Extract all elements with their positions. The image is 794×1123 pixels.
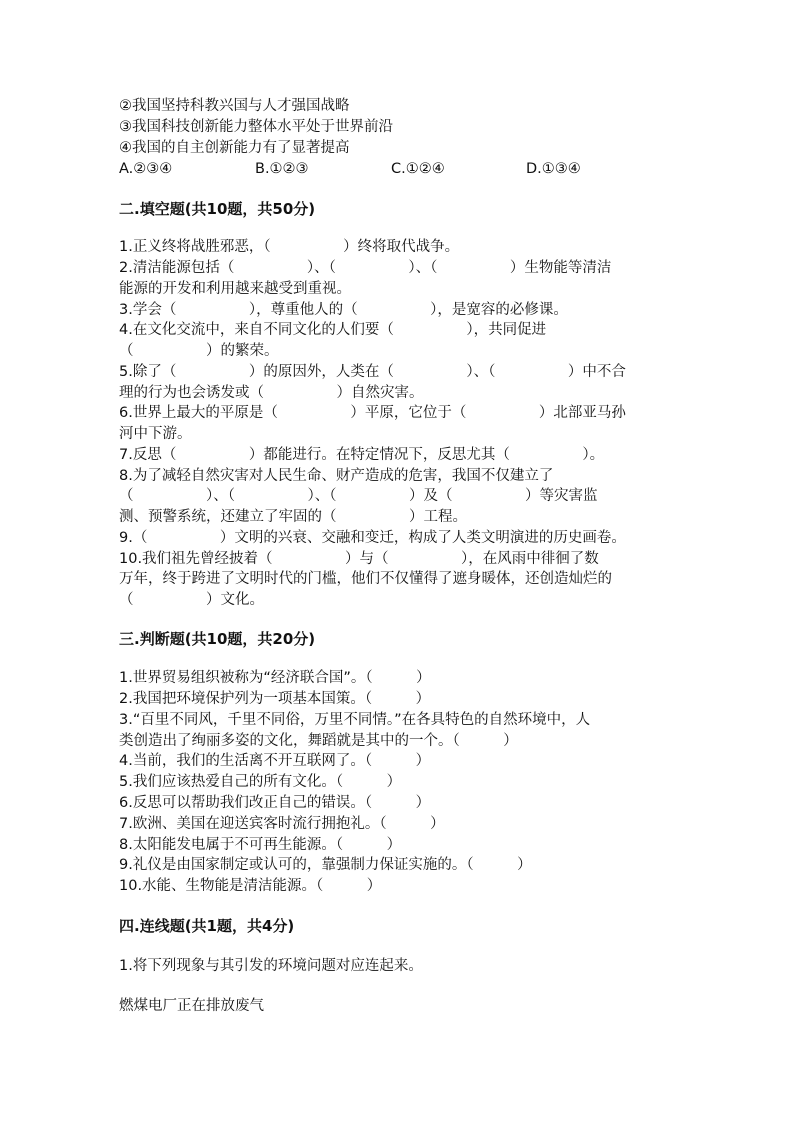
matching-question: 1.将下列现象与其引发的环境问题对应连起来。 [119, 958, 423, 974]
judgement-line: 7.欧洲、美国在迎送宾客时流行拥抱礼。（ ） [119, 816, 445, 832]
judgement-line: 2.我国把环境保护列为一项基本国策。（ ） [119, 691, 431, 707]
fill-blank-line: （ ）文化。 [119, 592, 264, 608]
section-heading: 四.连线题(共1题，共4分) [119, 917, 295, 935]
judgement-line: 5.我们应该热爱自己的所有文化。（ ） [119, 774, 402, 790]
fill-blank-line: 4.在文化交流中，来自不同文化的人们要（ ），共同促进 [119, 322, 547, 338]
fill-blank-line: （ ）的繁荣。 [119, 343, 279, 359]
fill-blank-line: 1.正义终将战胜邪恶，（ ）终将取代战争。 [119, 239, 460, 255]
section-heading: 二.填空题(共10题，共50分) [119, 200, 316, 218]
option-a: A.②③④ [119, 161, 173, 177]
choice-statement: ③我国科技创新能力整体水平处于世界前沿 [119, 119, 393, 135]
judgement-line: 6.反思可以帮助我们改正自己的错误。（ ） [119, 795, 431, 811]
judgement-line: 8.太阳能发电属于不可再生能源。（ ） [119, 837, 402, 853]
fill-blank-line: 2.清洁能源包括（ ）、（ ）、（ ）生物能等清洁 [119, 260, 612, 276]
fill-blank-line: （ ）、（ ）、（ ）及（ ）等灾害监 [119, 488, 598, 504]
choice-statement: ④我国的自主创新能力有了显著提高 [119, 140, 350, 156]
section-heading: 三.判断题(共10题，共20分) [119, 630, 316, 648]
fill-blank-line: 3.学会（ ），尊重他人的（ ），是宽容的必修课。 [119, 302, 568, 318]
fill-blank-line: 理的行为也会诱发或（ ）自然灾害。 [119, 385, 424, 401]
fill-blank-line: 测、预警系统，还建立了牢固的（ ）工程。 [119, 509, 467, 525]
choice-statement: ②我国坚持科教兴国与人才强国战略 [119, 98, 350, 114]
fill-blank-line: 8.为了减轻自然灾害对人民生命、财产造成的危害，我国不仅建立了 [119, 468, 554, 484]
fill-blank-line: 能源的开发和利用越来越受到重视。 [119, 281, 351, 297]
fill-blank-line: 10.我们祖先曾经披着（ ）与（ ），在风雨中徘徊了数 [119, 551, 599, 567]
fill-blank-line: 万年，终于跨进了文明时代的门槛，他们不仅懂得了遮身暖体，还创造灿烂的 [119, 571, 612, 587]
option-b: B.①②③ [255, 161, 309, 177]
fill-blank-line: 9.（ ）文明的兴衰、交融和变迁，构成了人类文明演进的历史画卷。 [119, 530, 626, 546]
option-c: C.①②④ [391, 161, 445, 177]
fill-blank-line: 7.反思（ ）都能进行。在特定情况下，反思尤其（ ）。 [119, 447, 605, 463]
judgement-line: 类创造出了绚丽多姿的文化，舞蹈就是其中的一个。（ ） [119, 733, 518, 749]
judgement-line: 4.当前，我们的生活离不开互联网了。（ ） [119, 753, 431, 769]
judgement-line: 10.水能、生物能是清洁能源。（ ） [119, 878, 382, 894]
fill-blank-line: 河中下游。 [119, 426, 192, 442]
judgement-line: 9.礼仪是由国家制定或认可的，靠强制力保证实施的。（ ） [119, 857, 532, 873]
option-d: D.①③④ [526, 161, 581, 177]
fill-blank-line: 6.世界上最大的平原是（ ）平原，它位于（ ）北部亚马孙 [119, 405, 626, 421]
matching-item: 燃煤电厂正在排放废气 [119, 998, 264, 1014]
fill-blank-line: 5.除了（ ）的原因外，人类在（ ）、（ ）中不合 [119, 364, 626, 380]
judgement-line: 1.世界贸易组织被称为“经济联合国”。（ ） [119, 670, 431, 686]
judgement-line: 3.“百里不同风，千里不同俗，万里不同情。”在各具特色的自然环境中，人 [119, 712, 591, 728]
